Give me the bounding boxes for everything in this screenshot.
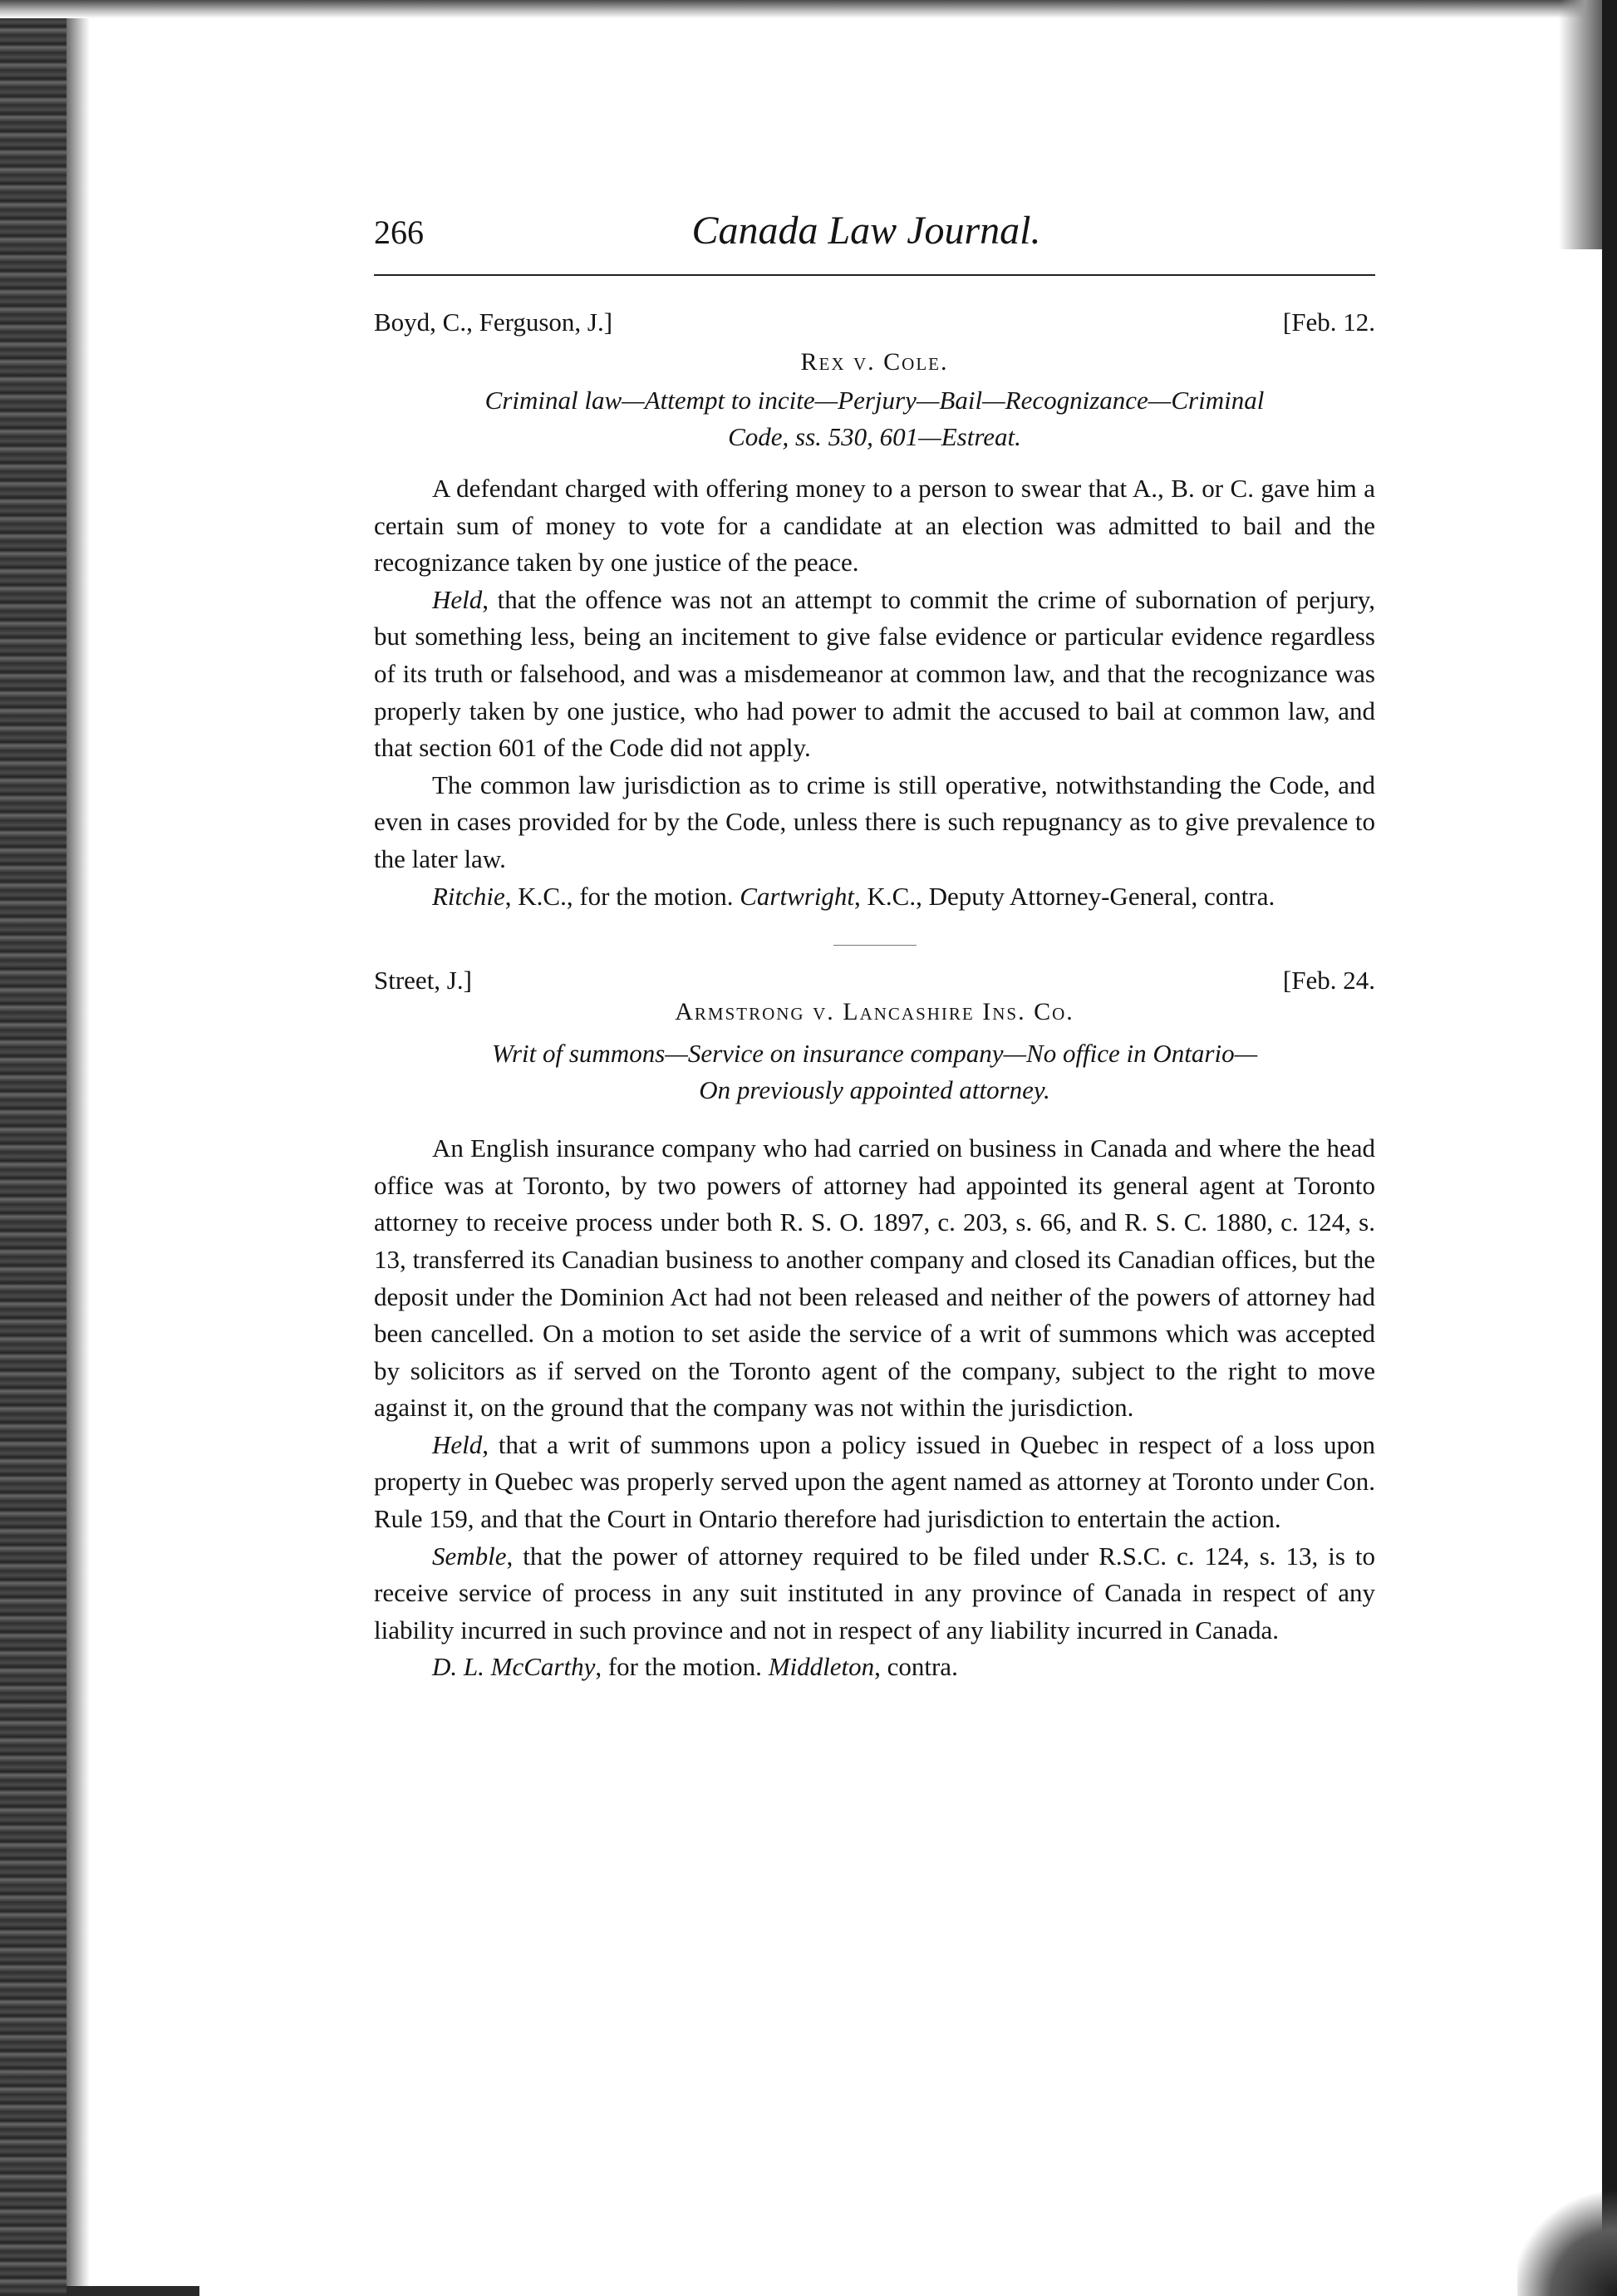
headnote-line: Criminal law—Attempt to incite—Perjury—Bail—Recognizance—Criminal bbox=[484, 386, 1265, 415]
counsel-name: Cartwright bbox=[740, 881, 855, 911]
case-title: Rex v. Cole. bbox=[800, 348, 949, 376]
holding-text: , that the offence was not an attempt to commit the crime of subornation of perjury, but something less, being an incitement to give false evidence or particular evidence regardless of its truth or falsehood, and was a misdemeanor at common law, and that the recognizance was properly taken by one justice, who had power to admit the accused to bail at common law, and that section 601 of the Code did not apply. bbox=[374, 584, 1375, 763]
scan-binding-edge bbox=[0, 0, 66, 2296]
case-judges: Street, J.] bbox=[374, 966, 472, 996]
counsel-role: , K.C., for the motion. bbox=[504, 881, 740, 911]
scan-bottom-left-corner bbox=[66, 2286, 199, 2296]
case-holding bbox=[374, 1427, 1375, 1538]
counsel-name: Ritchie bbox=[432, 881, 505, 911]
case-semble bbox=[374, 1538, 1375, 1649]
case-paragraph: A defendant charged with offering money to a person to swear that A., B. or C. gave him a certain sum of money to vote for a candidate at an election was admitted to bail and the recognizance taken by one justice of the peace. bbox=[374, 474, 1375, 578]
scan-top-edge bbox=[0, 0, 1617, 18]
scan-bottom-corner bbox=[1517, 2188, 1617, 2296]
case-paragraph: The common law jurisdiction as to crime is still operative, notwithstanding the Code, and even in cases provided for by the Code, unless there is such repugnancy as to give prevalence to the later law. bbox=[374, 769, 1375, 873]
page-header bbox=[374, 208, 1375, 268]
headnote-line: On previously appointed attorney. bbox=[699, 1075, 1050, 1105]
counsel-role: , for the motion. bbox=[595, 1652, 769, 1682]
case-divider bbox=[833, 945, 917, 946]
header-rule bbox=[374, 274, 1375, 276]
holding-lead: Held bbox=[432, 1429, 483, 1459]
counsel-name: Middleton bbox=[768, 1652, 875, 1682]
case-headnote bbox=[374, 1035, 1375, 1109]
journal-title: Canada Law Journal. bbox=[691, 209, 1041, 253]
case-title: Armstrong v. Lancashire Ins. Co. bbox=[675, 998, 1074, 1026]
case-judges-line bbox=[374, 306, 1375, 339]
case-armstrong-v-lancashire bbox=[374, 964, 1375, 1686]
semble-lead: Semble bbox=[432, 1541, 507, 1571]
case-counsel bbox=[374, 1649, 1375, 1686]
holding-text: , that a writ of summons upon a policy issued in Quebec in respect of a loss upon property in Quebec was properly served upon the agent named as attorney at Toronto under Con. Rule 159, and that the Court in Ontario therefore had jurisdiction to entertain the action. bbox=[374, 1429, 1375, 1534]
scan-binding-shadow bbox=[66, 0, 90, 2296]
semble-text: , that the power of attorney required to be filed under R.S.C. c. 124, s. 13, is to receive service of process in any suit instituted in any province of Canada in respect of any liability incurred in such province and not in respect of any liability incurred in Canada. bbox=[374, 1541, 1375, 1645]
case-date: [Feb. 12. bbox=[1282, 307, 1375, 337]
case-counsel bbox=[374, 878, 1375, 916]
holding-lead: Held bbox=[432, 584, 483, 614]
page-number: 266 bbox=[374, 214, 424, 251]
counsel-name: D. L. McCarthy bbox=[432, 1652, 596, 1682]
case-holding bbox=[374, 582, 1375, 767]
headnote-line: Writ of summons—Service on insurance company—No office in Ontario— bbox=[491, 1039, 1258, 1069]
journal-page bbox=[374, 208, 1375, 1686]
case-judges: Boyd, C., Ferguson, J.] bbox=[374, 307, 613, 337]
counsel-role: , K.C., Deputy Attorney-General, contra. bbox=[854, 881, 1275, 911]
case-date: [Feb. 24. bbox=[1282, 966, 1375, 996]
case-rex-v-cole bbox=[374, 306, 1375, 915]
counsel-role: , contra. bbox=[874, 1652, 958, 1682]
headnote-line: Code, ss. 530, 601—Estreat. bbox=[728, 422, 1021, 451]
scan-right-edge bbox=[1602, 0, 1617, 2296]
case-paragraph: An English insurance company who had carried on business in Canada and where the head office was at Toronto, by two powers of attorney had appointed its general agent at Toronto attorney to receive process under both R. S. O. 1897, c. 203, s. 66, and R. S. C. 1880, c. 124, s. 13, transferred its Canadian business to another company and closed its Canadian offices, but the deposit under the Dominion Act had not been released and neither of the powers of attorney had been cancelled. On a motion to set aside the service of a writ of summons which was accepted by solicitors as if served on the Toronto agent of the company, subject to the right to move against it, on the ground that the company was not within the jurisdiction. bbox=[374, 1133, 1375, 1423]
case-headnote bbox=[374, 382, 1375, 455]
